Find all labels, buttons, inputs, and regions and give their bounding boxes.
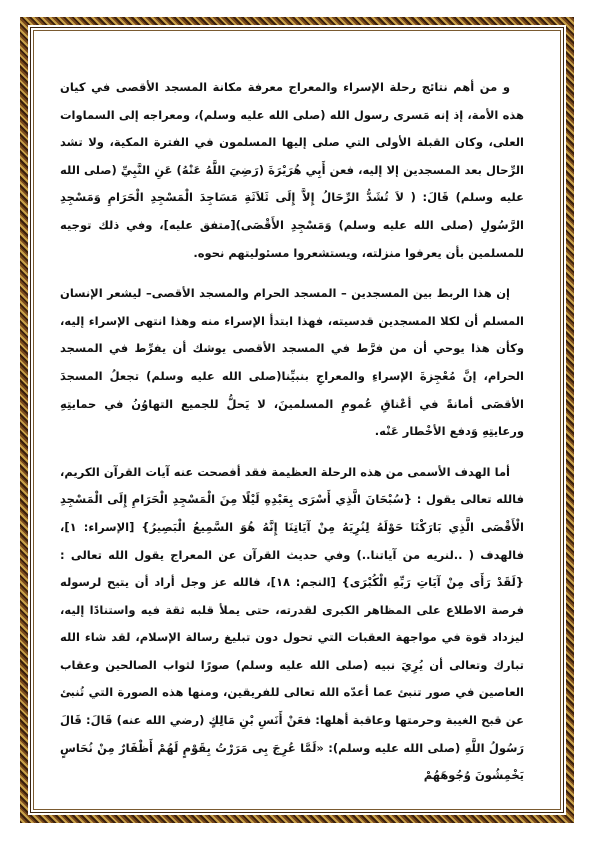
document-body	[60, 74, 524, 803]
paragraph-two-mosques-link: إن هذا الربط بين المسجدين – المسجد الحرام والمسجد الأقصى– ليشعر الإنسان المسلم أن لكلا المسجدين قدسيته، فهذا ابتدأ الإسراء منه وهذا انتهى الإسراء إليه، وكأن هذا يوحي أن من فرَّط في المسجد الأقصى يوشك أن يفرِّط في المسجد الحرام، إنَّ مُعْجِزةَ الإسراءِ والمعراجِ بنبيِّنا(صلى الله عليه وسلم) تجعلُ المسجدَ الأقصَى أمانةً في أعْناقِ عُمومِ المسلمينَ، لا يَحلُّ للجميع التهاوُنُ في حمايتِهِ ورعايتِهِ وَدفع الأخْطار عَنْه.	[60, 286, 524, 439]
paragraph-journey-purpose: أما الهدف الأسمى من هذه الرحلة العظيمة فقد أفصحت عنه آيات القرآن الكريم، فالله تعالى يقول : {سُبْحَانَ الَّذِي أَسْرَى بِعَبْدِهِ لَيْلًا مِنَ الْمَسْجِدِ الْحَرَامِ إِلَى الْمَسْجِدِ الْأَقْصَى الَّذِي بَارَكْنَا حَوْلَهُ لِنُرِيَهُ مِنْ آيَاتِنَا إِنَّهُ هُوَ السَّمِيعُ الْبَصِيرُ} [الإسراء: ١]، فالهدف ( ..لنريه من آياتنا..) وفي حديث القرآن عن المعراج يقول الله تعالى : {لَقَدْ رَأَى مِنْ آيَاتِ رَبِّهِ الْكُبْرَى} [النجم: ١٨]، فالله عز وجل أراد أن يتيح لرسوله فرصة الاطلاع على المظاهر الكبرى لقدرته، حتى يملأ قلبه ثقة فيه واستنادًا إليه، ليزداد قوة في مواجهة العقبات التي تحول دون تبليغ رسالة الإسلام، لقد شاء الله تبارك وتعالى أن يُرِيَ نبيه (صلى الله عليه وسلم) صورًا لثواب الصالحين وعقاب العاصين في صور تنبئ عما أعدّه الله تعالى للفريقين، ومنها هذه الصورة التي تُنبئ عن قبح الغيبة وحرمتها وعاقبة أهلها: فعَنْ أَنَسِ بْنِ مَالِكٍ (رضي الله عنه) قَالَ: قَالَ رَسُولُ اللَّهِ (صلى الله عليه وسلم): «لَمَّا عُرِجَ بِى مَرَرْتُ بِقَوْمٍ لَهُمْ أَظْفَارٌ مِنْ نُحَاسٍ يَخْمِشُونَ وُجُوهَهُمْ	[60, 464, 524, 783]
paragraph-aqsa-status: و من أهم نتائج رحلة الإسراء والمعراج معرفة مكانة المسجد الأقصى في كيان هذه الأمة، إذ إنه مَسرى رسول الله (صلى الله عليه وسلم)، ومعراجه إلى السماوات العلى، وكان القبلة الأولى التي صلى إليها المسلمون في الفترة المكية، ولا تشد الرِّحال بعد المسجدين إلا إليه، فعن أَبِي هُرَيْرَةَ (رَضِيَ اللَّهُ عَنْهُ) عَنِ النَّبِيِّ (صلى الله عليه وسلم) قَالَ: ( لاَ تُشَدُّ الرِّحَالُ إِلاَّ إِلَى ثَلاَثَةِ مَسَاجِدَ الْمَسْجِدِ الْحَرَامِ وَمَسْجِدِ الرَّسُولِ (صلى الله عليه وسلم) وَمَسْجِدِ الأَقْصَى)[متفق عليه]، وفي ذلك توجيه للمسلمين بأن يعرفوا منزلته، ويستشعروا مسئوليتهم نحوه.	[60, 80, 524, 260]
